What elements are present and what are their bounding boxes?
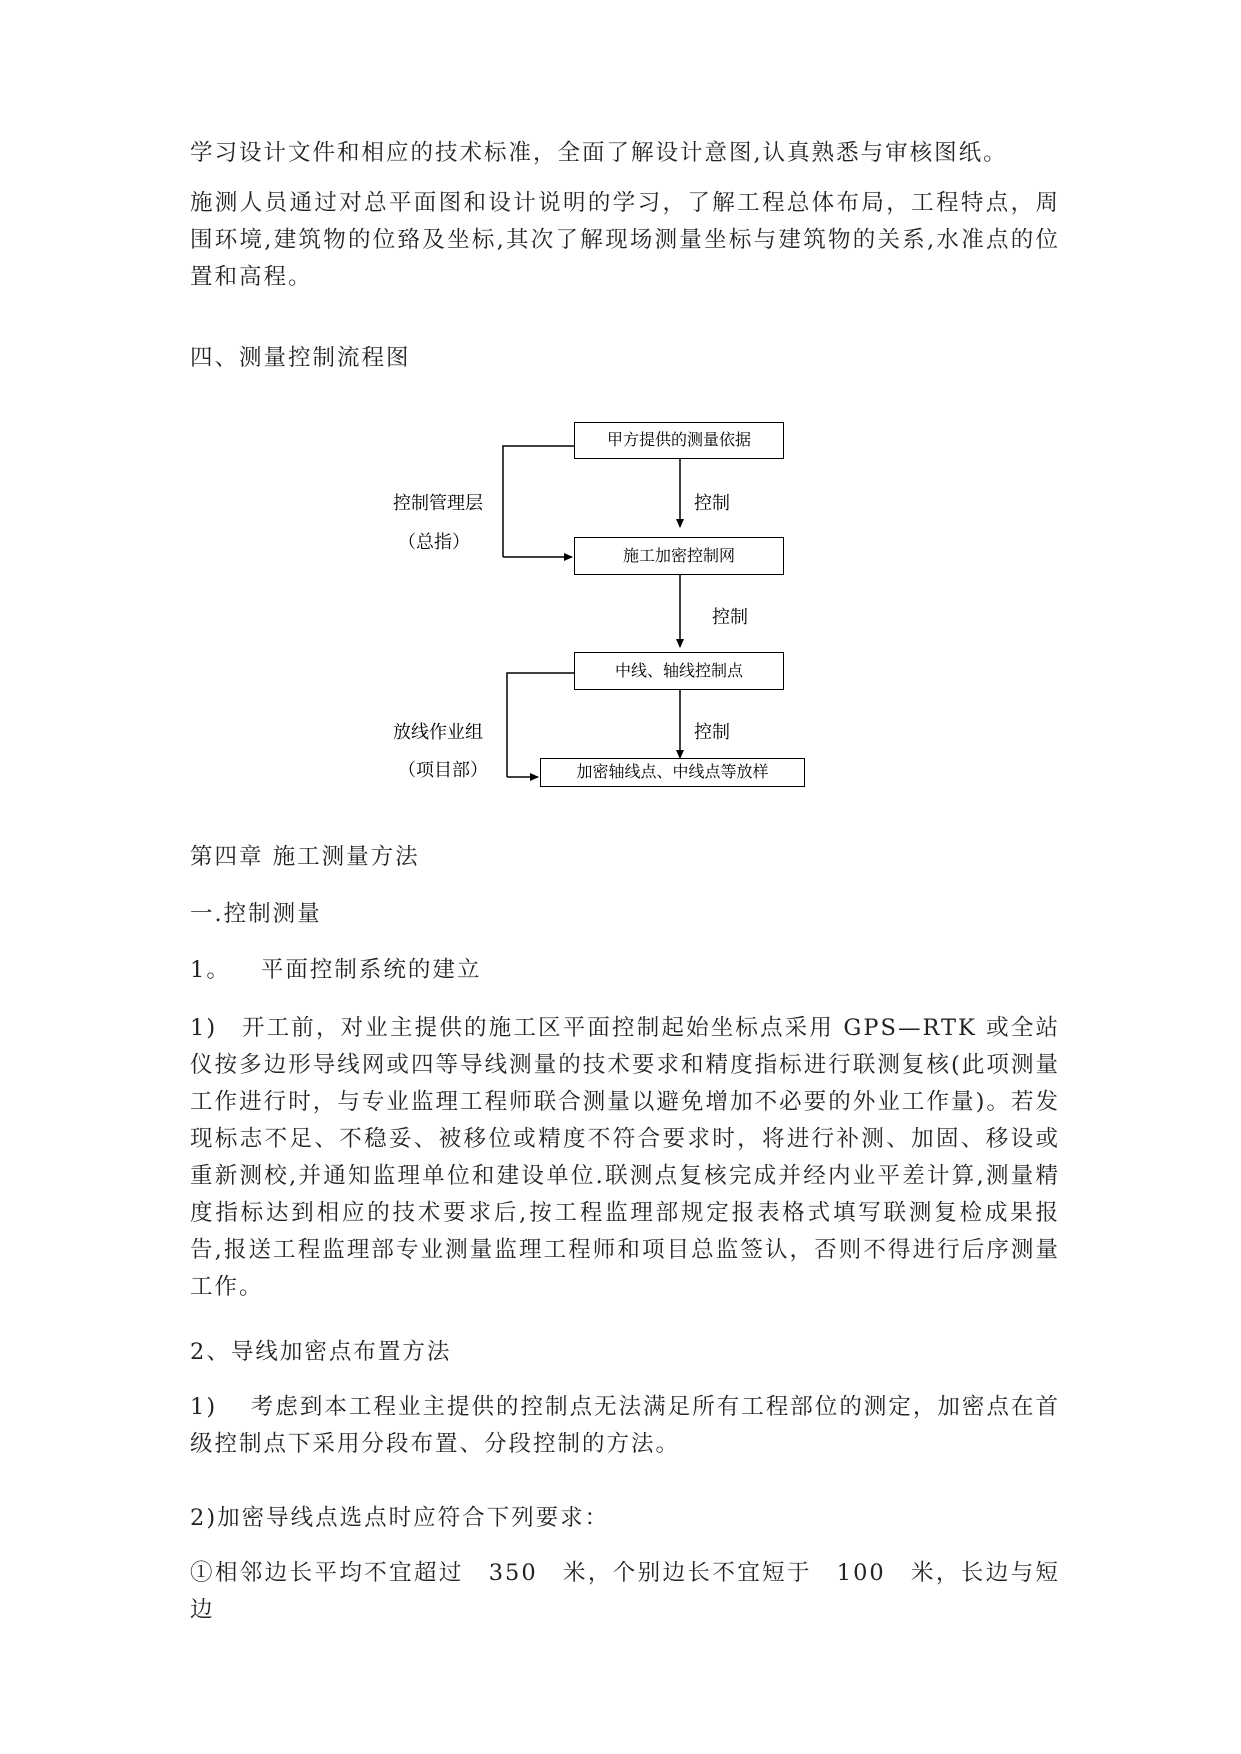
subsection-number: 1。	[190, 957, 231, 983]
flow-box-control-network: 施工加密控制网	[574, 537, 784, 575]
flow-box-client-basis: 甲方提供的测量依据	[574, 422, 784, 459]
paragraph-surveyor-study: 施测人员通过对总平面图和设计说明的学习，了解工程总体布局，工程特点，周围环境,建筑物的位臵及坐标,其次了解现场测量坐标与建筑物的关系,水准点的位置和高程。	[190, 190, 1060, 290]
group-control-layer-title: 控制管理层	[393, 493, 483, 514]
section-heading-control-survey: 一.控制测量	[190, 901, 322, 927]
heading-flowchart: 四、测量控制流程图	[190, 345, 411, 371]
paragraph-point-selection: 2)加密导线点选点时应符合下列要求：	[190, 1505, 610, 1531]
arrow-3-label: 控制	[694, 722, 730, 743]
paragraph-study-design: 学习设计文件和相应的技术标准，全面了解设计意图,认真熟悉与审核图纸。	[190, 140, 1008, 166]
subsection-title: 平面控制系统的建立	[260, 957, 482, 983]
arrow-1-label: 控制	[694, 493, 730, 514]
paragraph-before-construction: 1) 开工前，对业主提供的施工区平面控制起始坐标点采用 GPS—RTK 或全站仪按多边形导线网或四等导线测量的技术要求和精度指标进行联测复核(此项测量工作进行时，与专业监理工程师联合测量以避免增加不必要的外业工作量)。若发现标志不足、不稳妥、被移位或精度不符合要求时，将进行补测、加固、移设或重新测校,并通知监理单位和建设单位.联测点复核完成并经内业平差计算,测量精度指标达到相应的技术要求后,按工程监理部规定报表格式填写联测复检成果报告,报送工程监理部专业测量监理工程师和项目总监签认，否则不得进行后序测量工作。	[190, 1015, 1060, 1300]
subsection-heading-plane-control	[190, 952, 1060, 989]
bracket-control-layer	[503, 446, 574, 557]
group-layout-team-title: 放线作业组	[393, 722, 483, 743]
group-control-layer-sub: （总指）	[398, 532, 470, 553]
subsection-heading-traverse-densification: 2、导线加密点布置方法	[190, 1339, 452, 1365]
paragraph-densification-method: 1) 考虑到本工程业主提供的控制点无法满足所有工程部位的测定，加密点在首级控制点下采用分段布置、分段控制的方法。	[190, 1394, 1060, 1457]
flow-box-axis-control-points: 中线、轴线控制点	[574, 652, 784, 690]
arrow-2-label: 控制	[712, 607, 748, 628]
chapter-heading: 第四章 施工测量方法	[190, 844, 420, 870]
flow-box-setting-out: 加密轴线点、中线点等放样	[540, 758, 805, 787]
paragraph-edge-length: ①相邻边长平均不宜超过 350 米，个别边长不宜短于 100 米，长边与短边	[190, 1560, 1060, 1623]
group-layout-team-sub: （项目部）	[398, 760, 488, 781]
